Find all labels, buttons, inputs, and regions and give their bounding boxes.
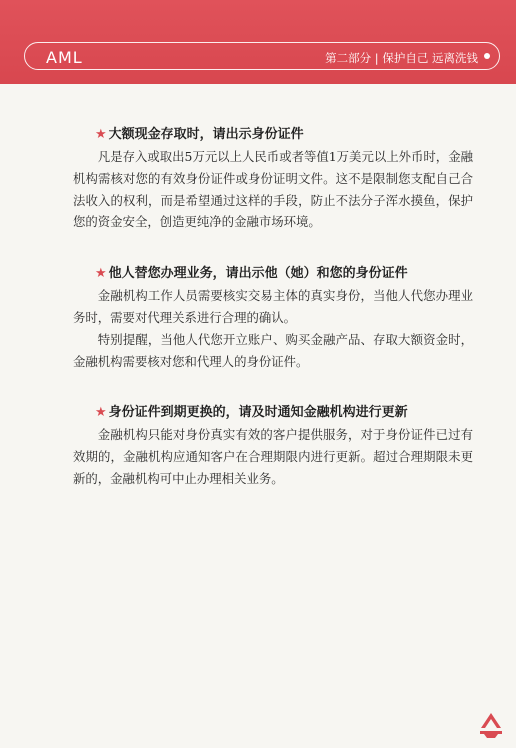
tip-heading-text: 他人替您办理业务，请出示他（她）和您的身份证件 [108,266,408,282]
star-icon: ★ [95,266,107,282]
tip-heading [95,402,473,424]
tip-item-large-cash [73,124,473,233]
tip-paragraph: 凡是存入或取出5万元以上人民币或者等值1万美元以上外币时，金融机构需核对您的有效身份证件或身份证明文件。这不是限制您支配自己合法收入的权利，而是希望通过这样的手段，防止不法分子浑水摸鱼，保护您的资金安全，创造更纯净的金融市场环境。 [73,149,473,230]
header-dot-icon [484,53,490,59]
brand-label: AML [46,48,83,67]
tip-item-id-expiry [73,402,473,489]
tip-heading-text: 大额现金存取时，请出示身份证件 [108,127,304,142]
section-title: 第二部分 | 保护自己 远离洗钱 [325,51,478,65]
tip-heading [95,263,473,285]
main-content [73,124,473,520]
tip-item-agent [73,263,473,372]
star-icon: ★ [95,405,107,421]
tip-heading-text: 身份证件到期更换的，请及时通知金融机构进行更新 [108,405,408,421]
institution-logo-icon [476,710,506,740]
star-icon: ★ [95,127,107,142]
tip-heading [95,124,473,146]
page-header-band [0,0,516,84]
tip-paragraph: 金融机构只能对身份真实有效的客户提供服务，对于身份证件已过有效期的，金融机构应通知客户在合理期限内进行更新。超过合理期限未更新的，金融机构可中止办理相关业务。 [73,427,473,486]
tip-paragraph: 金融机构工作人员需要核实交易主体的真实身份，当他人代您办理业务时，需要对代理关系进行合理的确认。 [73,288,473,325]
tip-paragraph: 特别提醒，当他人代您开立账户、购买金融产品、存取大额资金时，金融机构需要核对您和代理人的身份证件。 [73,331,473,369]
